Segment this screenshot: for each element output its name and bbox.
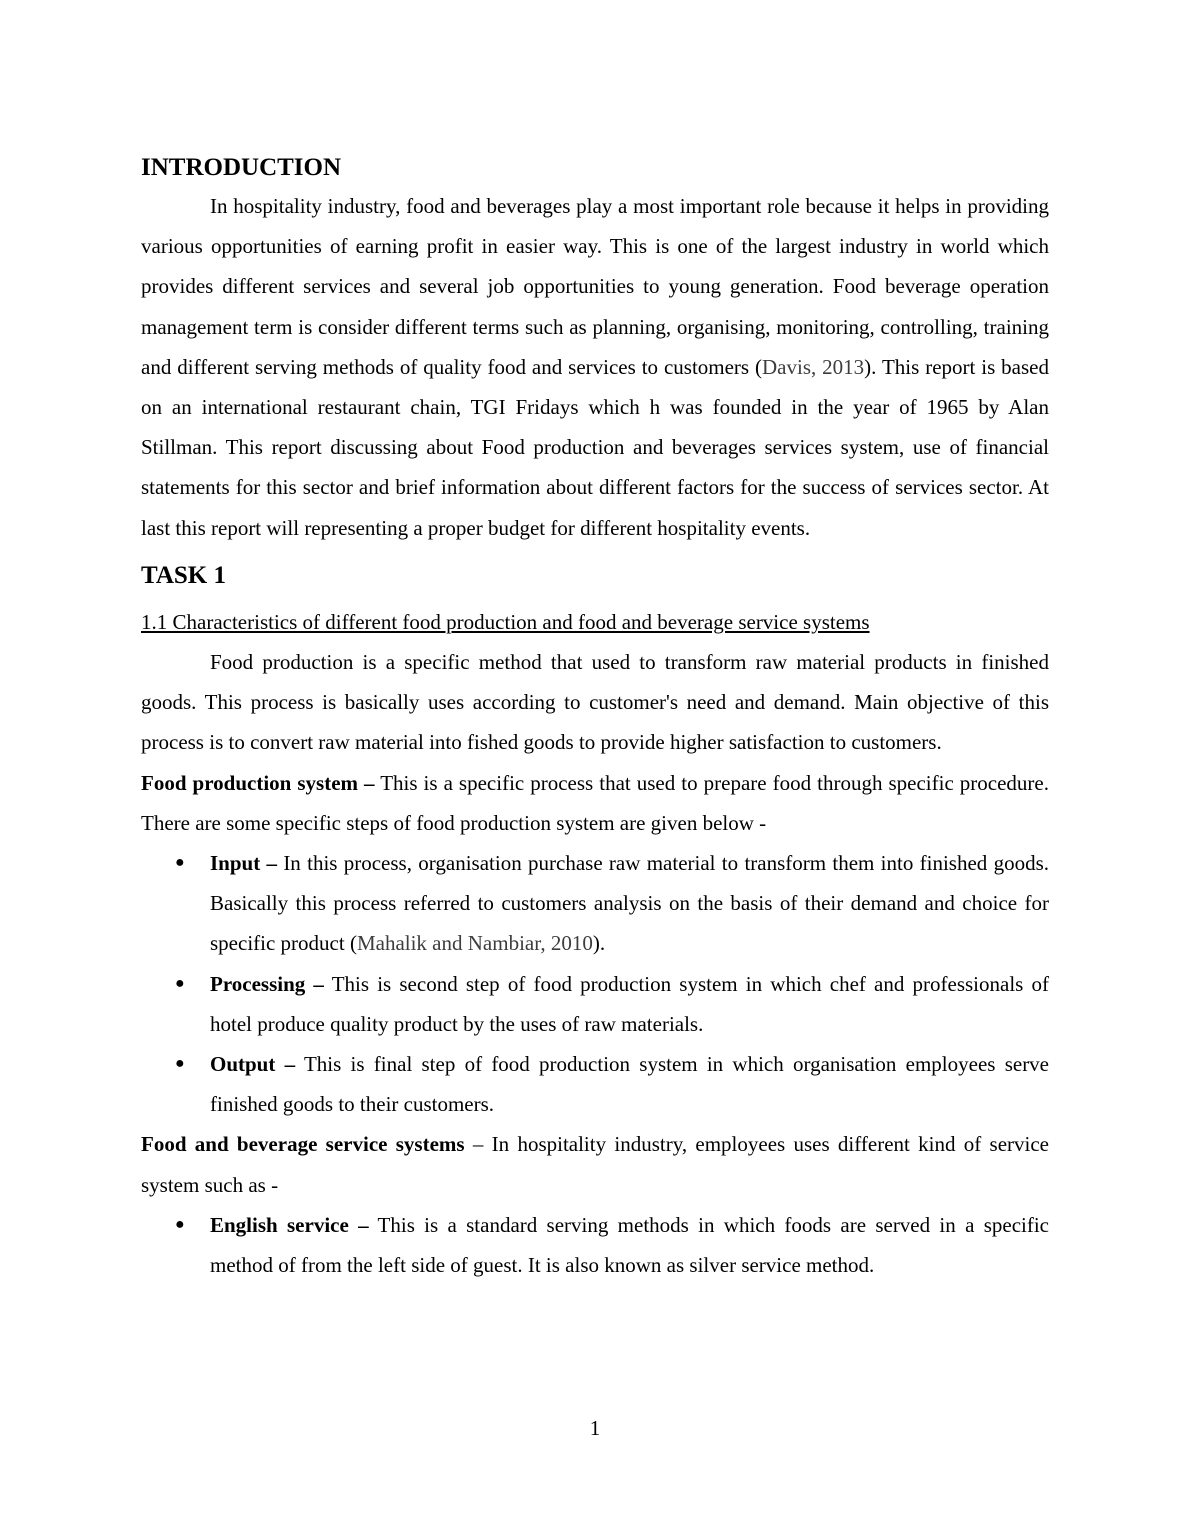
step-text: This is second step of food production system in which chef and professionals of hotel produce quality product by the uses of raw materials. (210, 971, 1049, 1036)
food-production-system-label: Food production system – (141, 770, 375, 795)
task1-heading: TASK 1 (141, 561, 226, 589)
bullet-icon: ● (175, 1055, 185, 1073)
bullet-icon: ● (175, 974, 185, 992)
service-label: English service – (210, 1212, 369, 1237)
step-text: This is final step of food production system in which organisation employees serve finished goods to their customers. (210, 1052, 1050, 1117)
citation-mahalik: Mahalik and Nambiar, 2010 (356, 931, 593, 956)
step-text-end: ). (592, 931, 606, 956)
service-text: This is a standard serving methods in which foods are served in a specific method of from the left side of guest. It is also known as silver service method. (210, 1212, 1049, 1278)
bullet-icon: ● (175, 1215, 185, 1233)
production-steps-list (141, 843, 1049, 1124)
list-item-english-service (175, 1205, 1049, 1285)
document-page (141, 150, 1049, 1285)
food-beverage-service-label: Food and beverage service systems (141, 1132, 465, 1157)
list-item-processing (175, 964, 1049, 1044)
food-beverage-service-paragraph (141, 1124, 1049, 1204)
intro-text-part-1: In hospitality industry, food and beverages play a most important role because it helps in providing various opportunities of earning profit in easier way. This is one of the largest industry in world which provides different services and several job opportunities to young generation. Food beverage operation management term is consider different terms such as planning, organising, monitoring, controlling, training and different serving methods of quality food and services to customers ( (141, 194, 1049, 379)
section-1-1-subheading: 1.1 Characteristics of different food production and food and beverage service systems (141, 609, 870, 634)
service-systems-list (141, 1205, 1049, 1285)
step-label: Processing – (210, 971, 324, 996)
list-item-input (175, 843, 1050, 964)
citation-davis: Davis, 2013 (762, 354, 865, 379)
food-production-system-paragraph (141, 763, 1049, 843)
food-production-system-text: This is a specific process that used to prepare food through specific procedure. There are some specific steps of food production system are given below - (141, 770, 1049, 835)
bullet-icon: ● (175, 854, 185, 872)
food-beverage-service-text: – In hospitality industry, employees uses different kind of service system such as - (141, 1132, 1049, 1197)
introduction-heading: INTRODUCTION (141, 154, 342, 181)
page-number: 1 (589, 1416, 601, 1440)
step-text: In this process, organisation purchase raw material to transform them into finished goods. Basically this process referred to customers analysis on the basis of their demand and choice for specific product ( (210, 851, 1050, 956)
intro-text-part-2: ). This report is based on an international restaurant chain, TGI Fridays which h was founded in the year of 1965 by Alan Stillman. This report discussing about Food production and beverages services system, use of financial statements for this sector and brief information about different factors for the success of services sector. At last this report will representing a proper budget for different hospitality events. (141, 354, 1049, 540)
introduction-paragraph (141, 186, 1049, 548)
list-item-output (175, 1044, 1050, 1124)
food-production-paragraph: Food production is a specific method that used to transform raw material products in finished goods. This process is basically uses according to customer's need and demand. Main objective of this process is to convert raw material into fished goods to provide higher satisfaction to customers. (141, 650, 1049, 755)
step-label: Output – (210, 1052, 296, 1077)
step-label: Input – (210, 851, 278, 876)
